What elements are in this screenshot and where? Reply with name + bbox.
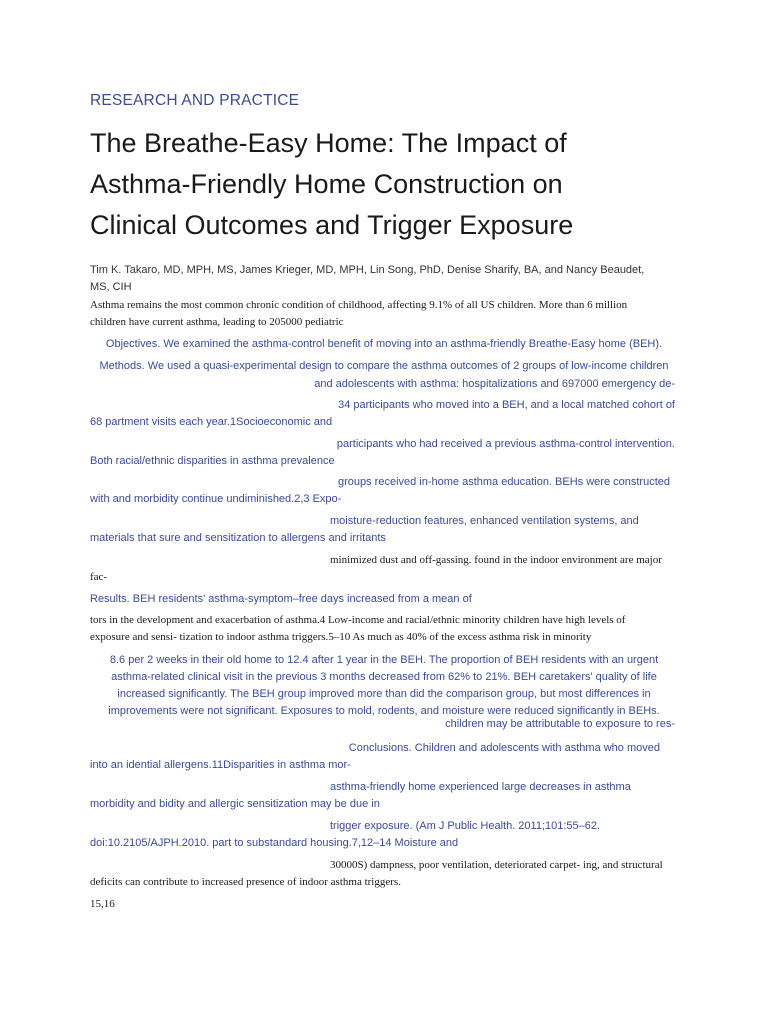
abstract-line: into an idential allergens.11Disparities in asthma mor- [90, 759, 351, 771]
body-line: 30000S) dampness, poor ventilation, deteriorated carpet- ing, and structural [330, 859, 663, 871]
abstract-line: 68 partment visits each year.1Socioeconomic and [90, 416, 333, 428]
abstract-line: participants who had received a previous asthma-control intervention. [336, 438, 675, 450]
article-title-line-3: Clinical Outcomes and Trigger Exposure [90, 210, 574, 240]
article-title-line-2: Asthma-Friendly Home Construction on [90, 169, 563, 199]
abstract-line: doi:10.2105/AJPH.2010. part to substandard housing.7,12–14 Moisture and [90, 837, 459, 849]
abstract-line: Both racial/ethnic disparities in asthma prevalence [90, 455, 335, 467]
body-line: children have current asthma, leading to 205000 pediatric [90, 316, 344, 328]
abstract-conclusions: Conclusions. Children and adolescents with asthma who moved [348, 742, 660, 754]
abstract-line: materials that sure and sensitization to allergens and irritants [90, 532, 386, 544]
abstract-line: with and morbidity continue undiminished.2,3 Expo- [90, 493, 342, 505]
abstract-line: 8.6 per 2 weeks in their old home to 12.4 after 1 year in the BEH. The proportion of BEH residents with an urgent [109, 654, 659, 666]
author-list-line-1: Tim K. Takaro, MD, MPH, MS, James Krieger, MD, MPH, Lin Song, PhD, Denise Sharify, BA, and Nancy Beaudet, [90, 264, 645, 276]
abstract-line: increased significantly. The BEH group improved more than did the comparison group, but most differences in [117, 688, 651, 700]
body-line: minimized dust and off-gassing. found in the indoor environment are major [330, 554, 662, 566]
body-line: fac- [90, 571, 108, 583]
article-title-line-1: The Breathe-Easy Home: The Impact of [90, 128, 567, 158]
abstract-objectives: Objectives. We examined the asthma-control benefit of moving into an asthma-friendly Breathe-Easy home (BEH). [105, 338, 663, 350]
abstract-line: 34 participants who moved into a BEH, and a local matched cohort of [338, 399, 675, 411]
body-line: Asthma remains the most common chronic condition of childhood, affecting 9.1% of all US children. More than 6 million [90, 299, 628, 311]
abstract-line: asthma-friendly home experienced large decreases in asthma [330, 781, 631, 793]
abstract-line: children may be attributable to exposure to res- [445, 718, 675, 730]
body-line: deficits can contribute to increased presence of indoor asthma triggers. [90, 876, 401, 888]
body-line: exposure and sensi- tization to indoor asthma triggers.5–10 As much as 40% of the excess asthma risk in minority [90, 631, 592, 643]
author-list-line-2: MS, CIH [90, 281, 132, 293]
section-label: RESEARCH AND PRACTICE [90, 92, 300, 109]
abstract-line: groups received in-home asthma education. BEHs were constructed [337, 476, 670, 488]
abstract-line: morbidity and bidity and allergic sensitization may be due in [90, 798, 380, 810]
abstract-line: improvements were not significant. Exposures to mold, rodents, and moisture were reduced significantly in BEHs. [108, 705, 660, 717]
abstract-citation: trigger exposure. (Am J Public Health. 2011;101:55–62. [330, 820, 601, 832]
abstract-methods: Methods. We used a quasi-experimental design to compare the asthma outcomes of 2 groups of low-income children [99, 360, 669, 372]
body-line: tors in the development and exacerbation of asthma.4 Low-income and racial/ethnic minority children have high levels of [90, 614, 626, 626]
abstract-line: asthma-related clinical visit in the previous 3 months decreased from 62% to 21%. BEH caretakers' quality of life [111, 671, 657, 683]
abstract-results: Results. BEH residents' asthma-symptom–free days increased from a mean of [90, 593, 472, 605]
abstract-line: and adolescents with asthma: hospitalizations and 697000 emergency de- [314, 378, 675, 390]
body-line: 15,16 [90, 898, 115, 910]
abstract-line: moisture-reduction features, enhanced ventilation systems, and [330, 515, 639, 527]
